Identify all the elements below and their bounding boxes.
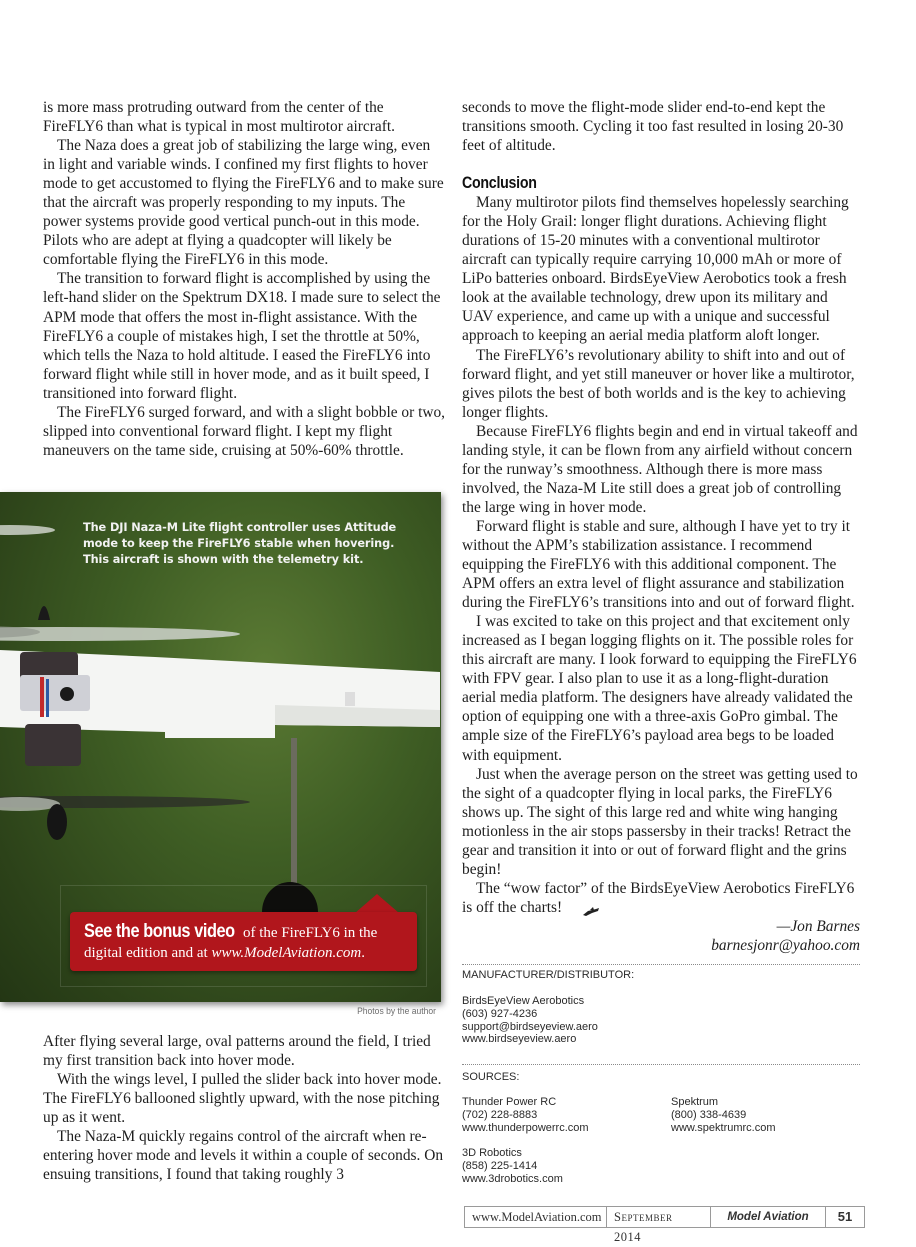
- source-phone: (800) 338-4639: [671, 1108, 747, 1121]
- source-item: [462, 1147, 563, 1185]
- paragraph: The Naza-M quickly regains control of the aircraft when re-entering hover mode and levels it within a couple of seconds. On ensuing transitions, I found that taking roughly 3: [43, 1128, 444, 1184]
- paragraph: The FireFLY6 surged forward, and with a slight bobble or two, slipped into conventional forward flight. I kept my flight maneuvers on the tame side, cruising at 50%-60% throttle.: [43, 403, 446, 459]
- callout-text: of the FireFLY6 in the digital edition and at: [84, 925, 378, 961]
- section-heading-conclusion: Conclusion: [462, 174, 537, 193]
- source-name: Spektrum: [671, 1096, 719, 1108]
- source-website[interactable]: www.spektrumrc.com: [671, 1121, 776, 1134]
- aircraft-photo: [0, 492, 441, 1002]
- paragraph: The FireFLY6’s revolutionary ability to shift into and out of forward flight, and yet still maneuver or hover like a multirotor, gives pilots the best of both worlds and is the key to achieving longer flights.: [462, 346, 855, 421]
- page-footer: [464, 1206, 865, 1244]
- source-item: [671, 1096, 776, 1134]
- callout-link[interactable]: www.ModelAviation.com: [211, 945, 362, 961]
- manufacturer-email[interactable]: support@birdseyeview.aero: [462, 1020, 598, 1033]
- paragraph: With the wings level, I pulled the slider back into hover mode. The FireFLY6 ballooned slightly upward, with the nose pitching up as it went.: [43, 1071, 442, 1127]
- source-name: 3D Robotics: [462, 1147, 522, 1159]
- paragraph: Forward flight is stable and sure, although I have yet to try it without the APM’s stabilization assistance. I recommend equipping the FireFLY6 with this additional component. The APM offers an extra level of flight assurance and stabilization during the FireFLY6’s transitions into and out of forward flight.: [462, 517, 855, 612]
- page-number: 51: [837, 1209, 853, 1224]
- source-name: Thunder Power RC: [462, 1096, 557, 1108]
- source-website[interactable]: www.thunderpowerrc.com: [462, 1121, 589, 1134]
- photo-caption: The DJI Naza-M Lite flight controller uses Attitude mode to keep the FireFLY6 stable when hovering. This aircraft is shown with the telemetry kit.: [83, 521, 397, 566]
- paragraph: The transition to forward flight is accomplished by using the left-hand slider on the Spektrum DX18. I made sure to select the APM mode that offers the most in-flight assistance. With the FireFLY6 a couple of mistakes high, I set the throttle at 50%, which tells the Naza to hold altitude. I eased the FireFLY6 into forward flight while still in hover mode, and as it built speed, I transitioned into forward flight.: [43, 270, 441, 402]
- paragraph: seconds to move the flight-mode slider end-to-end kept the transitions smooth. Cycling it too fast resulted in losing 20-30 feet of altitude.: [462, 99, 844, 155]
- paragraph-final: [462, 879, 860, 917]
- paragraph: I was excited to take on this project and that excitement only increased as I began logging flights on it. The possible roles for this aircraft are many. I look forward to equipping the FireFLY6 with FPV gear. I also plan to use it as a long-flight-duration aerial media platform. The designers have already validated the option of equipping one with a three-axis GoPro gimbal. The ample size of the FireFLY6’s payload area begs to be loaded with equipment.: [462, 613, 857, 764]
- source-item: [462, 1096, 589, 1134]
- manufacturer-phone: (603) 927-4236: [462, 1007, 538, 1020]
- footer-issue-date: September 2014: [607, 1207, 711, 1227]
- callout-end: .: [361, 945, 365, 961]
- manufacturer-label: MANUFACTURER/DISTRIBUTOR:: [462, 969, 635, 981]
- footer-magazine-name: Model Aviation: [711, 1207, 826, 1227]
- paragraph: Many multirotor pilots find themselves hopelessly searching for the Holy Grail: longer flight durations. Achieving flight durations of 15-20 minutes with a conventional multirotor aircraft can typically require carrying 10,000 mAh or more of LiPo batteries onboard. BirdsEyeView Aerobotics took a fresh look at the available technology, drew upon its military and UAV experience, and came up with a unique and successful approach to keeping an aerial media platform aloft longer.: [462, 194, 849, 345]
- paragraph: After flying several large, oval patterns around the field, I tried my first transition back into hover mode.: [43, 1033, 431, 1070]
- source-phone: (858) 225-1414: [462, 1159, 538, 1172]
- manufacturer-website[interactable]: www.birdseyeview.aero: [462, 1033, 577, 1046]
- manufacturer-block: [462, 995, 598, 1046]
- paragraph: The Naza does a great job of stabilizing the large wing, even in light and variable winds. I confined my first flights to hover mode to get accustomed to flying the FireFLY6 and to make sure that the aircraft was properly responding to my inputs. The power systems provide good vertical punch-out in this mode. Pilots who are adept at flying a quadcopter will likely be comfortable flying the FireFLY6 in this mode.: [43, 137, 444, 269]
- paragraph: Just when the average person on the street was getting used to the sight of a quadcopter flying in local parks, the FireFLY6 shows up. The sight of this large red and white wing hanging motionless in the air stops passersby in their tracks! Retract the gear and transition it into or out of forward flight and the grins begin!: [462, 765, 858, 878]
- left-column-bottom: [43, 1032, 445, 1184]
- bonus-video-callout[interactable]: [70, 912, 417, 971]
- right-column: [462, 98, 860, 955]
- paragraph: is more mass protruding outward from the center of the FireFLY6 than what is typical in most multirotor aircraft.: [43, 99, 395, 136]
- callout-pointer: [355, 894, 399, 913]
- footer-website[interactable]: www.ModelAviation.com: [465, 1207, 607, 1227]
- sources-label: SOURCES:: [462, 1071, 520, 1083]
- callout-lead: See the bonus video: [84, 921, 235, 942]
- left-column-top: [43, 98, 445, 460]
- author-email[interactable]: barnesjonr@yahoo.com: [711, 936, 860, 954]
- manufacturer-name: BirdsEyeView Aerobotics: [462, 995, 585, 1007]
- source-phone: (702) 228-8883: [462, 1108, 538, 1121]
- source-website[interactable]: www.3drobotics.com: [462, 1172, 563, 1185]
- photo-credit: Photos by the author: [357, 1006, 436, 1017]
- final-sentence: The “wow factor” of the BirdsEyeView Aerobotics FireFLY6 is off the charts!: [462, 879, 855, 916]
- divider: [462, 964, 860, 965]
- divider: [462, 1064, 860, 1065]
- paragraph: Because FireFLY6 flights begin and end in virtual takeoff and landing style, it can be flown from any airfield without concern for the runway’s smoothness. Although there is more mass involved, the Naza-M Lite still does a great job of controlling the large wing in hover mode.: [462, 422, 858, 516]
- author-signature: —Jon Barnes: [776, 917, 860, 935]
- airplane-end-mark-icon: [568, 903, 586, 913]
